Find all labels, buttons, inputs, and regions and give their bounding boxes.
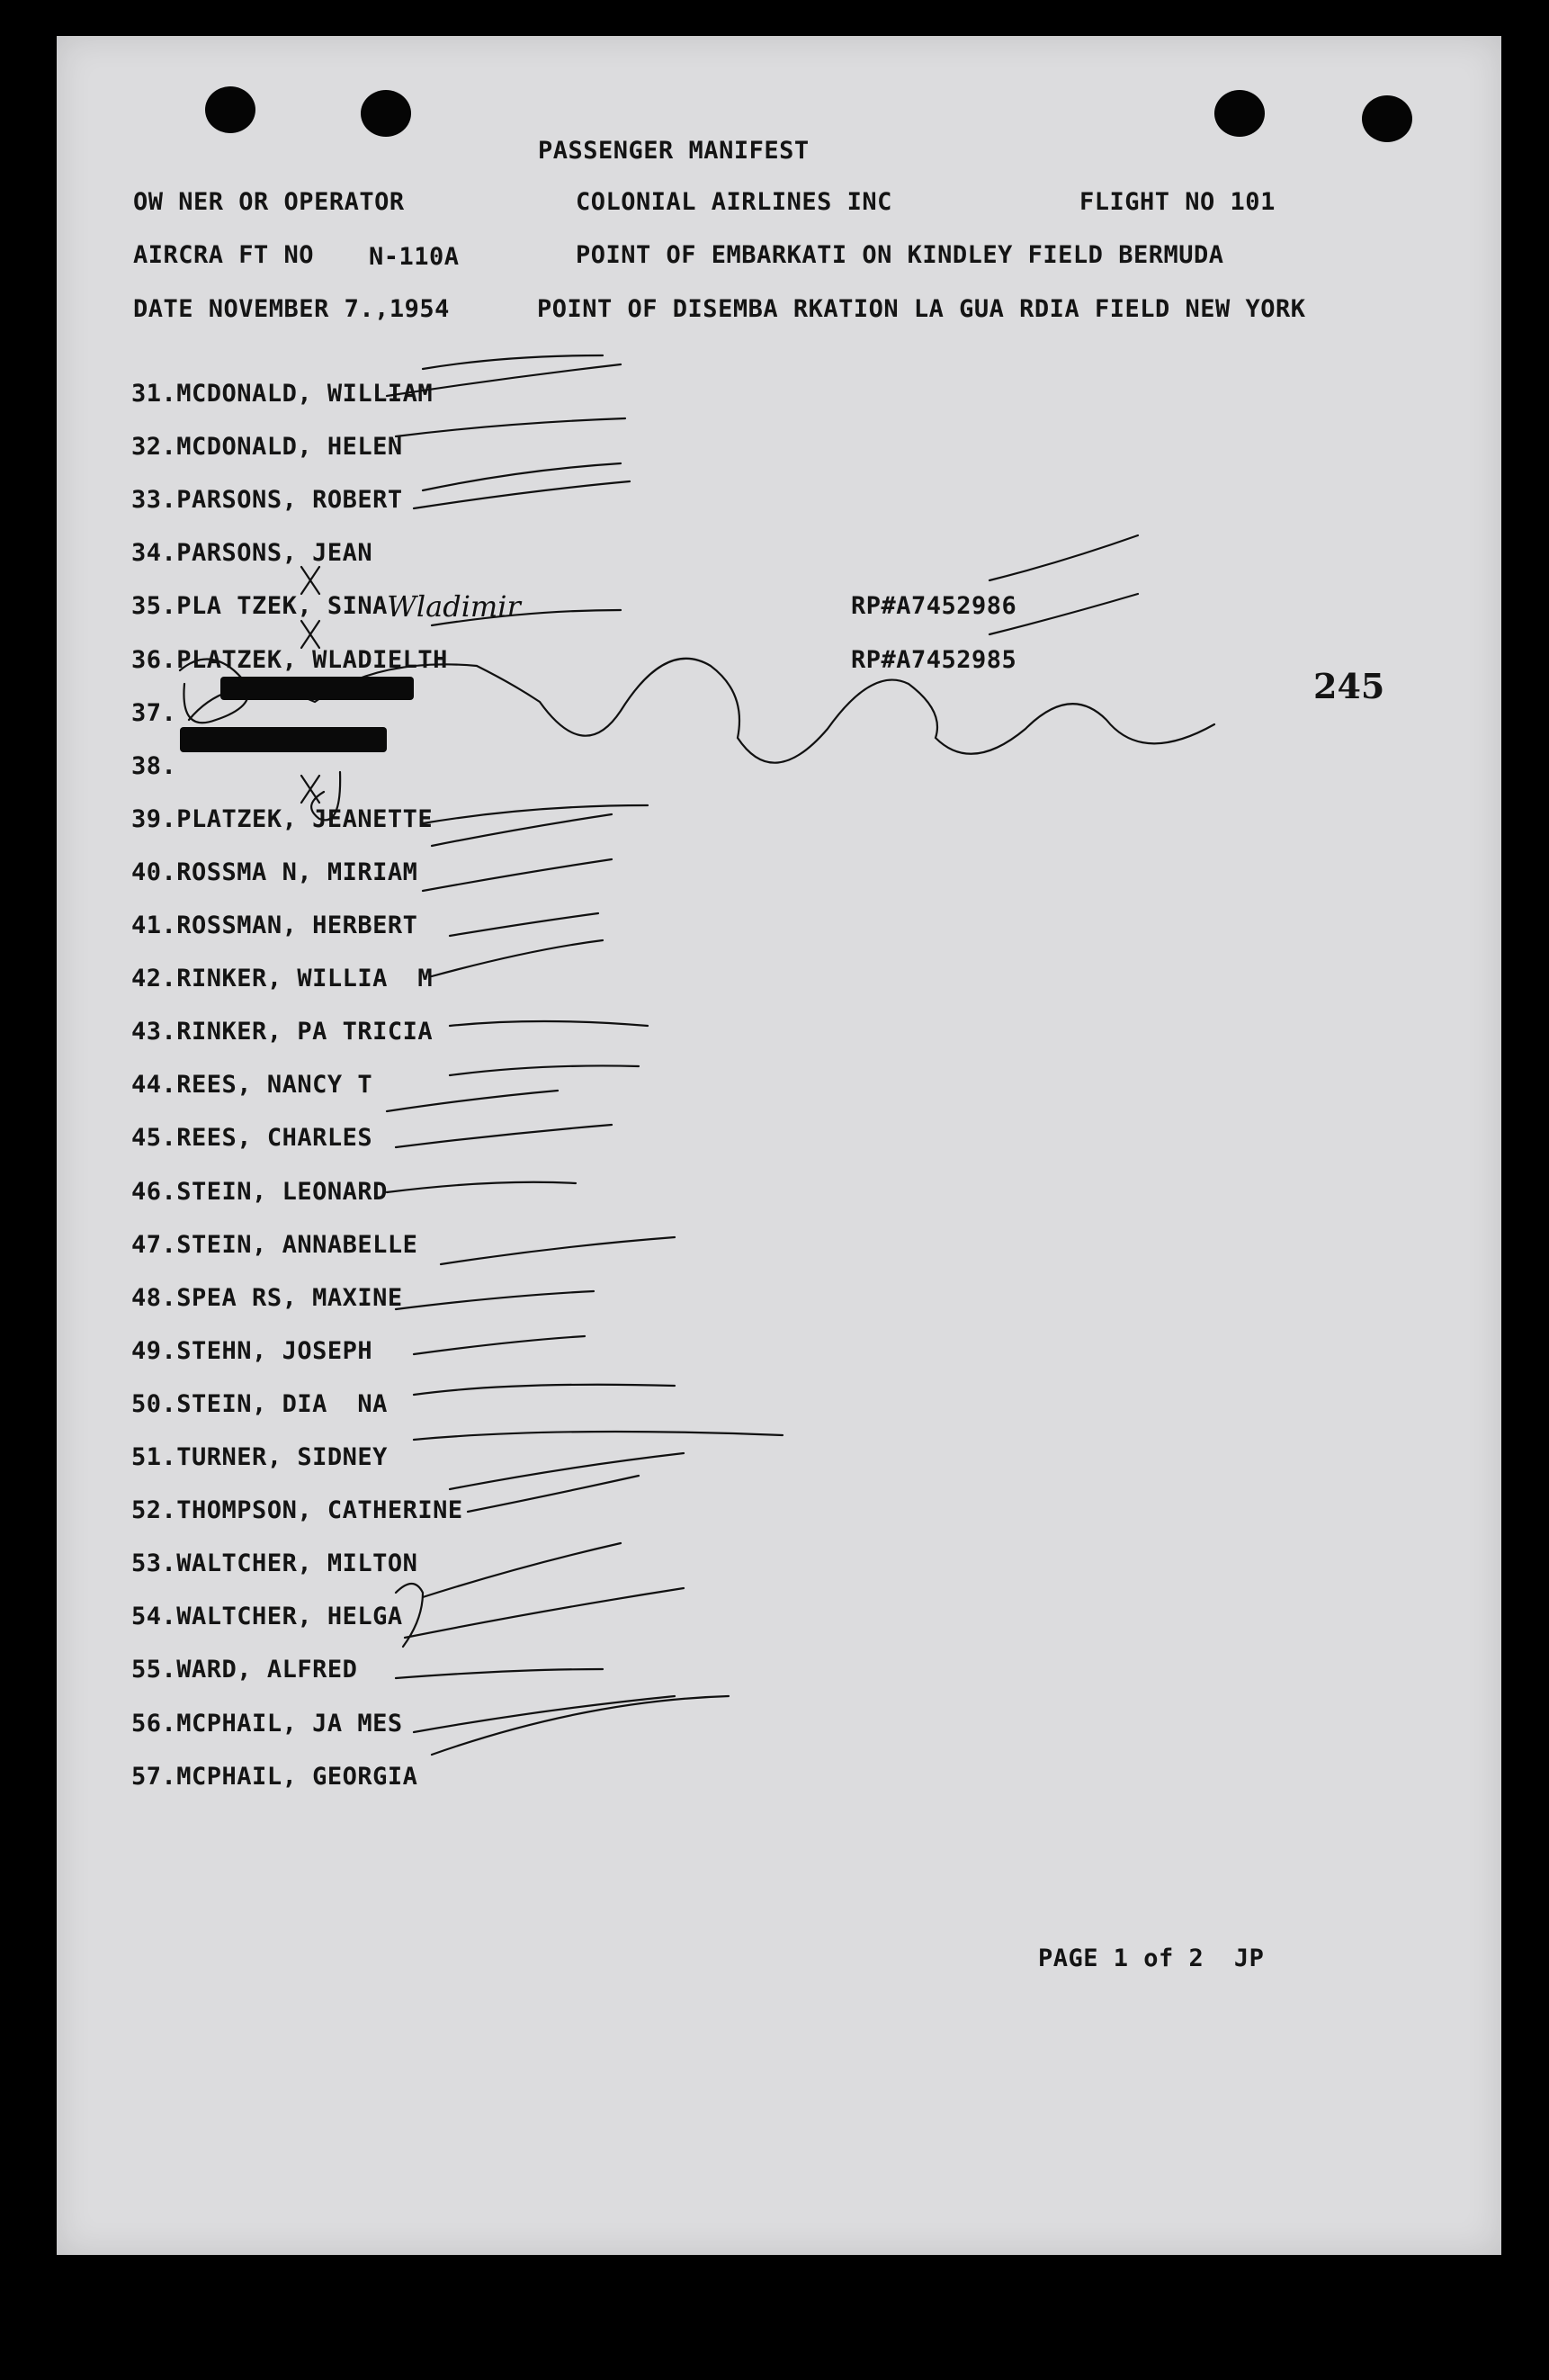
passenger-number: 52. xyxy=(131,1496,177,1524)
passenger-number: 55. xyxy=(131,1656,177,1684)
passenger-name: WALTCHER, HELGA xyxy=(176,1603,403,1630)
passenger-row xyxy=(131,1285,403,1312)
passenger-row xyxy=(131,912,417,939)
passenger-row xyxy=(131,1232,417,1259)
passenger-row xyxy=(131,1019,433,1046)
passenger-name: STEIN, LEONARD xyxy=(176,1178,388,1206)
passenger-number: 35. xyxy=(131,592,177,620)
owner-value: COLONIAL AIRLINES INC xyxy=(576,188,892,216)
passenger-name: MCPHAIL, JA MES xyxy=(176,1710,403,1738)
passenger-number: 57. xyxy=(131,1763,177,1791)
punch-hole xyxy=(1362,95,1412,142)
passenger-name: PLATZEK, JEANETTE xyxy=(176,805,434,833)
passenger-name: PARSONS, JEAN xyxy=(176,539,373,567)
passenger-row xyxy=(131,753,176,780)
passport-note: RP#A7452985 xyxy=(851,646,1017,674)
passenger-name: WALTCHER, MILTON xyxy=(176,1549,418,1577)
passenger-number: 54. xyxy=(131,1603,177,1630)
passenger-name: TURNER, SIDNEY xyxy=(176,1443,388,1471)
passenger-number: 47. xyxy=(131,1231,177,1259)
passenger-number: 53. xyxy=(131,1549,177,1577)
passenger-row xyxy=(131,700,176,727)
passenger-number: 41. xyxy=(131,912,177,939)
passenger-number: 42. xyxy=(131,965,177,992)
passenger-number: 48. xyxy=(131,1284,177,1312)
aircraft-value: N-110A xyxy=(369,243,460,271)
passenger-row xyxy=(131,1657,357,1684)
passenger-row xyxy=(131,646,1017,674)
passenger-name: MCDONALD, HELEN xyxy=(176,433,403,461)
passenger-name: REES, NANCY T xyxy=(176,1071,373,1099)
passenger-name: MCPHAIL, GEORGIA xyxy=(176,1763,418,1791)
passenger-row xyxy=(131,1497,463,1524)
flight-number: FLIGHT NO 101 xyxy=(1079,188,1276,216)
passenger-number: 37. xyxy=(131,699,177,727)
punch-hole xyxy=(361,90,411,137)
passenger-row xyxy=(131,1444,388,1471)
passenger-row xyxy=(131,1391,388,1418)
passenger-name: RINKER, PA TRICIA xyxy=(176,1018,434,1046)
aircraft-label: AIRCRA FT NO xyxy=(133,241,315,269)
passenger-name: RINKER, WILLIA M xyxy=(176,965,434,992)
passenger-row xyxy=(131,1603,403,1630)
passenger-row xyxy=(131,487,403,514)
passenger-number: 51. xyxy=(131,1443,177,1471)
passenger-name: PLATZEK, WLADIELTH xyxy=(176,646,448,674)
stamp-number: 245 xyxy=(1313,666,1385,706)
passenger-row xyxy=(131,1711,403,1738)
passport-note: RP#A7452986 xyxy=(851,592,1017,620)
passenger-name: WARD, ALFRED xyxy=(176,1656,358,1684)
punch-hole xyxy=(1214,90,1265,137)
passenger-name: SPEA RS, MAXINE xyxy=(176,1284,403,1312)
passenger-name: PARSONS, ROBERT xyxy=(176,486,403,514)
passenger-number: 44. xyxy=(131,1071,177,1099)
passenger-number: 43. xyxy=(131,1018,177,1046)
page-title: PASSENGER MANIFEST xyxy=(538,137,810,165)
passenger-row xyxy=(131,1764,417,1791)
owner-label: OW NER OR OPERATOR xyxy=(133,188,405,216)
passenger-number: 46. xyxy=(131,1178,177,1206)
passenger-number: 39. xyxy=(131,805,177,833)
manifest-sheet xyxy=(57,36,1501,2255)
passenger-number: 36. xyxy=(131,646,177,674)
manifest-date: DATE NOVEMBER 7.,1954 xyxy=(133,295,450,323)
passenger-name: PLA TZEK, SINA xyxy=(176,592,388,620)
passenger-name: THOMPSON, CATHERINE xyxy=(176,1496,463,1524)
passenger-number: 38. xyxy=(131,752,177,780)
passenger-number: 32. xyxy=(131,433,177,461)
passenger-row xyxy=(131,540,372,567)
passenger-number: 33. xyxy=(131,486,177,514)
passenger-row xyxy=(131,1338,372,1365)
passenger-number: 45. xyxy=(131,1124,177,1152)
passenger-row xyxy=(131,806,433,833)
disembarkation-point: POINT OF DISEMBA RKATION LA GUA RDIA FIELD NEW YORK xyxy=(537,295,1306,323)
passenger-number: 34. xyxy=(131,539,177,567)
passenger-name: STEIN, DIA NA xyxy=(176,1390,388,1418)
passenger-row xyxy=(131,1550,417,1577)
punch-hole xyxy=(205,86,255,133)
passenger-number: 56. xyxy=(131,1710,177,1738)
handwritten-note: Wladimir xyxy=(387,589,521,624)
passenger-name: STEHN, JOSEPH xyxy=(176,1337,373,1365)
passenger-name: STEIN, ANNABELLE xyxy=(176,1231,418,1259)
page-footer: PAGE 1 of 2 JP xyxy=(1038,1944,1265,1972)
passenger-row xyxy=(131,381,433,408)
passenger-name: ROSSMAN, HERBERT xyxy=(176,912,418,939)
passenger-number: 31. xyxy=(131,380,177,408)
embarkation-point: POINT OF EMBARKATI ON KINDLEY FIELD BERMUDA xyxy=(576,241,1224,269)
passenger-number: 49. xyxy=(131,1337,177,1365)
passenger-row xyxy=(131,859,417,886)
passenger-row xyxy=(131,1179,388,1206)
passenger-number: 50. xyxy=(131,1390,177,1418)
passenger-number: 40. xyxy=(131,858,177,886)
passenger-name: REES, CHARLES xyxy=(176,1124,373,1152)
passenger-name: MCDONALD, WILLIAM xyxy=(176,380,434,408)
passenger-row xyxy=(131,434,403,461)
passenger-row xyxy=(131,965,433,992)
passenger-row xyxy=(131,1072,372,1099)
passenger-name: ROSSMA N, MIRIAM xyxy=(176,858,418,886)
passenger-row xyxy=(131,1125,372,1152)
